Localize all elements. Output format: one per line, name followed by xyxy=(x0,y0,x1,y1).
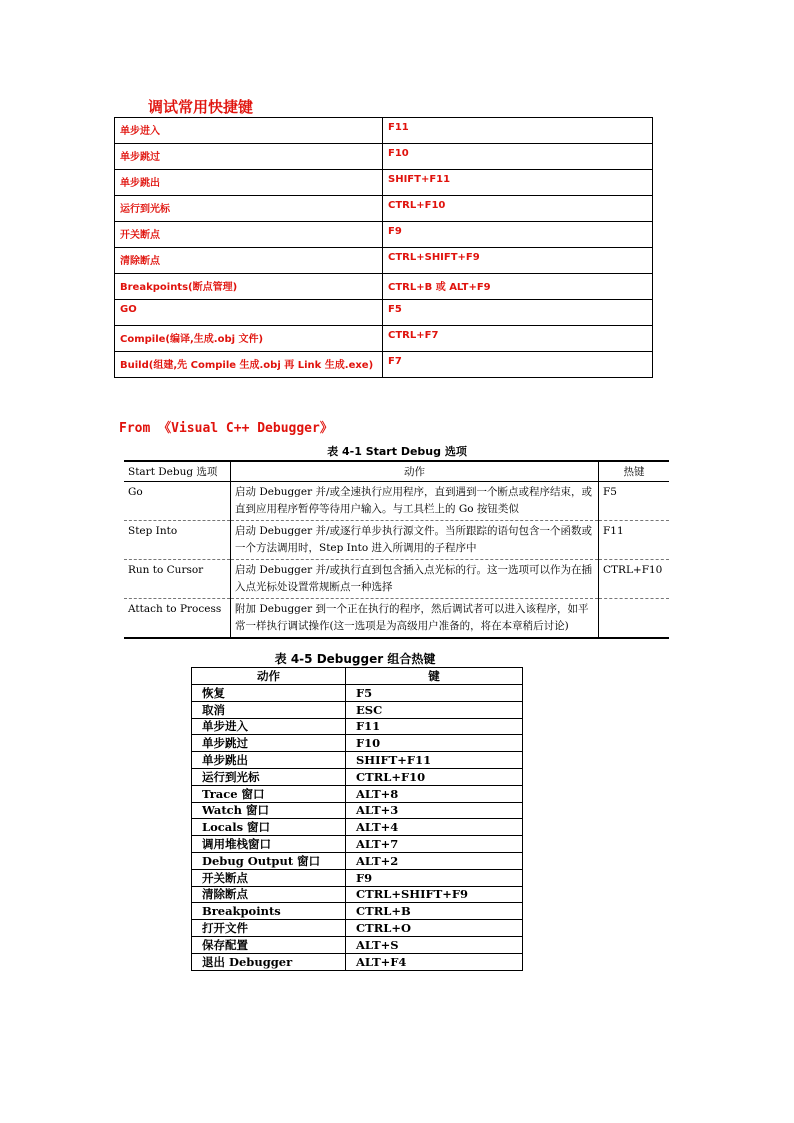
table2-row xyxy=(192,718,523,735)
table2-row xyxy=(192,836,523,853)
page-title: 调试常用快捷键 xyxy=(148,98,254,116)
table2-body xyxy=(192,685,523,971)
table2-row xyxy=(192,953,523,970)
table2-row xyxy=(192,701,523,718)
table2-caption: 表 4-5 Debugger 组合热键 xyxy=(274,652,436,666)
shortcut-row xyxy=(115,352,653,378)
table2-key: ALT+2 xyxy=(346,852,523,869)
shortcut-key: CTRL+B 或 ALT+F9 xyxy=(383,274,653,300)
table2-action: 退出 Debugger xyxy=(192,953,346,970)
table2-action: Trace 窗口 xyxy=(192,785,346,802)
table1-option: Go xyxy=(124,482,231,521)
table2-key: ALT+3 xyxy=(346,802,523,819)
shortcut-action: 清除断点 xyxy=(115,248,383,274)
table2-key: CTRL+B xyxy=(346,903,523,920)
shortcut-action: 开关断点 xyxy=(115,222,383,248)
table2-action: Locals 窗口 xyxy=(192,819,346,836)
table1-option: Run to Cursor xyxy=(124,560,231,599)
table2-key: ALT+7 xyxy=(346,836,523,853)
shortcut-key: CTRL+F7 xyxy=(383,326,653,352)
table1-header-key: 热键 xyxy=(599,461,670,482)
shortcut-row xyxy=(115,248,653,274)
table1-body xyxy=(124,482,669,639)
table2-action: 运行到光标 xyxy=(192,768,346,785)
table2-key: ALT+F4 xyxy=(346,953,523,970)
source-reference: From 《Visual C++ Debugger》 xyxy=(119,421,333,436)
table2-key: CTRL+SHIFT+F9 xyxy=(346,886,523,903)
table1-row xyxy=(124,482,669,521)
debugger-hotkey-table xyxy=(191,667,523,971)
table2-row xyxy=(192,685,523,702)
table1-option: Step Into xyxy=(124,521,231,560)
table1-option: Attach to Process xyxy=(124,599,231,639)
table2-action: 单步进入 xyxy=(192,718,346,735)
shortcut-table-body xyxy=(115,118,653,378)
table2-action: 调用堆栈窗口 xyxy=(192,836,346,853)
table2-action: Breakpoints xyxy=(192,903,346,920)
table1-header-option: Start Debug 选项 xyxy=(124,461,231,482)
shortcut-row xyxy=(115,196,653,222)
table2-action: Debug Output 窗口 xyxy=(192,852,346,869)
shortcut-action: 运行到光标 xyxy=(115,196,383,222)
shortcut-key: F9 xyxy=(383,222,653,248)
table2-row xyxy=(192,869,523,886)
shortcut-row xyxy=(115,274,653,300)
table2-action: 清除断点 xyxy=(192,886,346,903)
shortcut-row xyxy=(115,300,653,326)
table2-action: 打开文件 xyxy=(192,920,346,937)
shortcut-key: CTRL+SHIFT+F9 xyxy=(383,248,653,274)
table1-key: F11 xyxy=(599,521,670,560)
start-debug-table xyxy=(124,460,669,639)
table2-action: 开关断点 xyxy=(192,869,346,886)
table1-header-row xyxy=(124,461,669,482)
shortcut-key: F11 xyxy=(383,118,653,144)
shortcut-row xyxy=(115,144,653,170)
table1-action: 启动 Debugger 并/或逐行单步执行源文件。当所跟踪的语句包含一个函数或一个方法调用时，Step Into 进入所调用的子程序中 xyxy=(231,521,599,560)
table1-action: 附加 Debugger 到一个正在执行的程序，然后调试者可以进入该程序，如平常一样执行调试操作(这一选项是为高级用户准备的，将在本章稍后讨论) xyxy=(231,599,599,639)
shortcut-action: GO xyxy=(115,300,383,326)
shortcut-action: 单步跳出 xyxy=(115,170,383,196)
shortcut-row xyxy=(115,222,653,248)
table2-row xyxy=(192,920,523,937)
shortcut-key: F5 xyxy=(383,300,653,326)
table2-key: F9 xyxy=(346,869,523,886)
table1-row xyxy=(124,560,669,599)
table2-row xyxy=(192,852,523,869)
shortcut-table xyxy=(114,117,653,378)
table2-key: ALT+8 xyxy=(346,785,523,802)
table2-action: Watch 窗口 xyxy=(192,802,346,819)
table2-row xyxy=(192,785,523,802)
table1-key xyxy=(599,599,670,639)
table1-row xyxy=(124,521,669,560)
shortcut-key: F10 xyxy=(383,144,653,170)
table2-row xyxy=(192,936,523,953)
table2-key: F10 xyxy=(346,735,523,752)
shortcut-row xyxy=(115,326,653,352)
shortcut-action: Compile(编译,生成.obj 文件) xyxy=(115,326,383,352)
shortcut-row xyxy=(115,118,653,144)
shortcut-key: SHIFT+F11 xyxy=(383,170,653,196)
table2-row xyxy=(192,735,523,752)
shortcut-row xyxy=(115,170,653,196)
shortcut-action: 单步跳过 xyxy=(115,144,383,170)
table2-key: ESC xyxy=(346,701,523,718)
table2-key: CTRL+O xyxy=(346,920,523,937)
shortcut-key: F7 xyxy=(383,352,653,378)
table2-header-row xyxy=(192,668,523,685)
table2-key: SHIFT+F11 xyxy=(346,752,523,769)
table2-action: 取消 xyxy=(192,701,346,718)
table2-key: F5 xyxy=(346,685,523,702)
table2-action: 保存配置 xyxy=(192,936,346,953)
table1-header-action: 动作 xyxy=(231,461,599,482)
table2-key: CTRL+F10 xyxy=(346,768,523,785)
table1-action: 启动 Debugger 并/或执行直到包含插入点光标的行。这一选项可以作为在插入点光标处设置常规断点一种选择 xyxy=(231,560,599,599)
table1-key: F5 xyxy=(599,482,670,521)
table2-key: ALT+S xyxy=(346,936,523,953)
shortcut-action: Breakpoints(断点管理) xyxy=(115,274,383,300)
shortcut-key: CTRL+F10 xyxy=(383,196,653,222)
table1-key: CTRL+F10 xyxy=(599,560,670,599)
table2-row xyxy=(192,886,523,903)
shortcut-action: 单步进入 xyxy=(115,118,383,144)
table2-header-key: 键 xyxy=(346,668,523,685)
table2-row xyxy=(192,752,523,769)
table1-caption: 表 4-1 Start Debug 选项 xyxy=(327,445,467,458)
table2-key: ALT+4 xyxy=(346,819,523,836)
table2-row xyxy=(192,903,523,920)
table2-action: 单步跳出 xyxy=(192,752,346,769)
table2-action: 恢复 xyxy=(192,685,346,702)
shortcut-action: Build(组建,先 Compile 生成.obj 再 Link 生成.exe) xyxy=(115,352,383,378)
table2-header-action: 动作 xyxy=(192,668,346,685)
table2-action: 单步跳过 xyxy=(192,735,346,752)
table1-action: 启动 Debugger 并/或全速执行应用程序，直到遇到一个断点或程序结束，或直到应用程序暂停等待用户输入。与工具栏上的 Go 按钮类似 xyxy=(231,482,599,521)
table2-row xyxy=(192,768,523,785)
table2-key: F11 xyxy=(346,718,523,735)
table2-row xyxy=(192,819,523,836)
table1-row xyxy=(124,599,669,639)
table2-row xyxy=(192,802,523,819)
